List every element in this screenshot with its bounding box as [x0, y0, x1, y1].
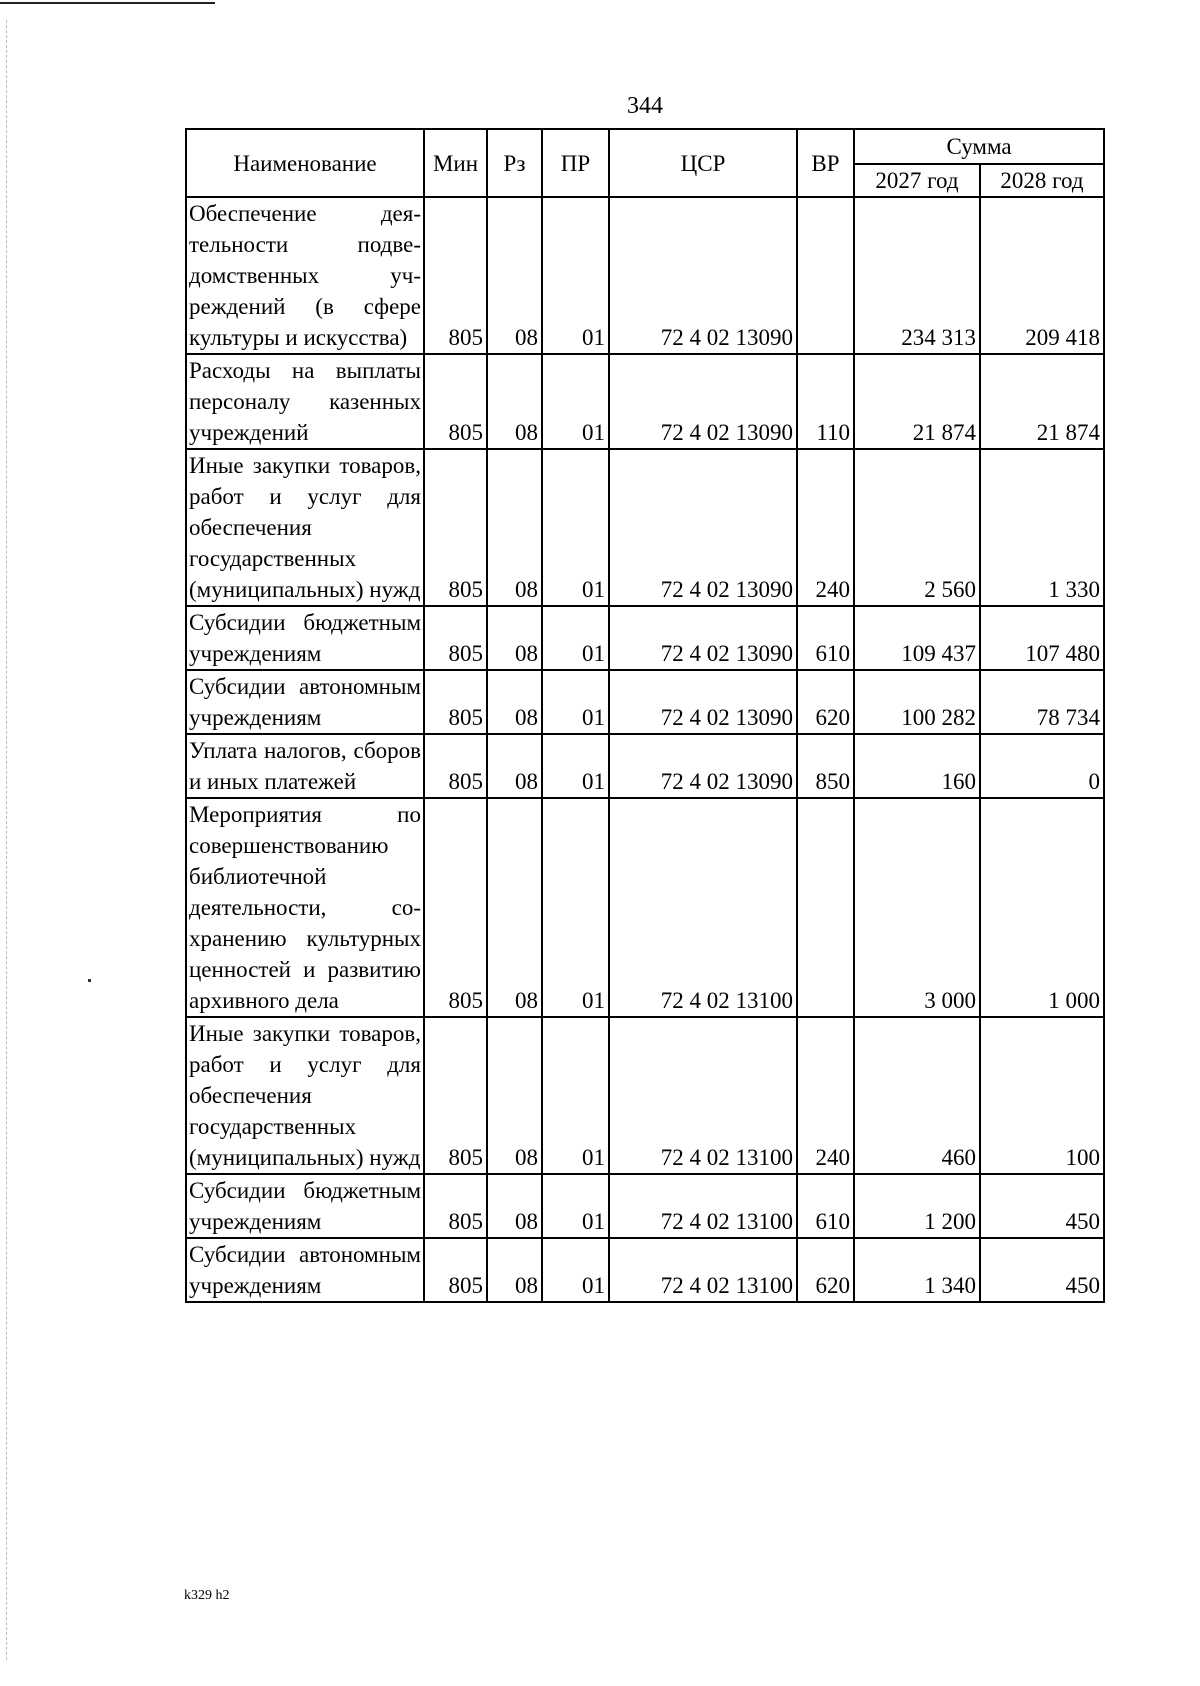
cell-sum-2028: 100	[980, 1017, 1104, 1174]
cell-rz: 08	[487, 606, 542, 670]
cell-min: 805	[424, 1017, 487, 1174]
cell-name: Субсидии бюджетным учреждениям	[186, 606, 424, 670]
cell-min: 805	[424, 1238, 487, 1302]
cell-sum-2028: 209 418	[980, 197, 1104, 354]
cell-sum-2027: 1 200	[854, 1174, 980, 1238]
header-sum: Сумма	[854, 129, 1104, 164]
table-row	[186, 734, 1104, 798]
header-min: Мин	[424, 129, 487, 197]
cell-sum-2027: 2 560	[854, 449, 980, 606]
cell-vr	[797, 798, 854, 1017]
page-number: 344	[627, 93, 663, 119]
cell-csr: 72 4 02 13100	[609, 1017, 797, 1174]
header-pr: ПР	[542, 129, 609, 197]
cell-csr: 72 4 02 13100	[609, 1238, 797, 1302]
header-year-2027: 2027 год	[854, 164, 980, 197]
table-row	[186, 1238, 1104, 1302]
cell-pr: 01	[542, 197, 609, 354]
cell-rz: 08	[487, 734, 542, 798]
cell-rz: 08	[487, 1174, 542, 1238]
table-row	[186, 798, 1104, 1017]
cell-pr: 01	[542, 1017, 609, 1174]
cell-pr: 01	[542, 734, 609, 798]
cell-csr: 72 4 02 13090	[609, 449, 797, 606]
cell-vr: 240	[797, 1017, 854, 1174]
cell-rz: 08	[487, 1017, 542, 1174]
cell-sum-2027: 1 340	[854, 1238, 980, 1302]
cell-vr: 850	[797, 734, 854, 798]
cell-rz: 08	[487, 197, 542, 354]
cell-name: Уплата налогов, сборов и иных платежей	[186, 734, 424, 798]
cell-vr: 620	[797, 670, 854, 734]
cell-min: 805	[424, 606, 487, 670]
cell-min: 805	[424, 798, 487, 1017]
cell-sum-2027: 21 874	[854, 354, 980, 449]
header-vr: ВР	[797, 129, 854, 197]
cell-pr: 01	[542, 1238, 609, 1302]
cell-pr: 01	[542, 606, 609, 670]
cell-sum-2028: 1 000	[980, 798, 1104, 1017]
table-row	[186, 449, 1104, 606]
cell-name: Иные закупки товаров, работ и услуг для обеспечения государственных (муниципальных) нужд	[186, 1017, 424, 1174]
scan-speck	[88, 979, 91, 982]
cell-csr: 72 4 02 13090	[609, 354, 797, 449]
cell-name: Субсидии бюджетным учреждениям	[186, 1174, 424, 1238]
cell-sum-2028: 0	[980, 734, 1104, 798]
header-csr: ЦСР	[609, 129, 797, 197]
cell-name: Иные закупки товаров, работ и услуг для обеспечения государственных (муниципальных) нужд	[186, 449, 424, 606]
cell-vr	[797, 197, 854, 354]
cell-sum-2028: 450	[980, 1238, 1104, 1302]
cell-pr: 01	[542, 1174, 609, 1238]
cell-pr: 01	[542, 670, 609, 734]
cell-name: Расходы на выплаты персоналу казенных учреждений	[186, 354, 424, 449]
cell-name: Обеспечение деятельности подведомственных учреждений (в сфере культуры и искусства)	[186, 197, 424, 354]
cell-csr: 72 4 02 13090	[609, 670, 797, 734]
cell-vr: 610	[797, 1174, 854, 1238]
cell-pr: 01	[542, 354, 609, 449]
cell-csr: 72 4 02 13100	[609, 798, 797, 1017]
cell-sum-2028: 107 480	[980, 606, 1104, 670]
scan-top-edge-line	[0, 2, 215, 4]
budget-table	[185, 128, 1105, 1303]
cell-rz: 08	[487, 670, 542, 734]
cell-rz: 08	[487, 798, 542, 1017]
cell-sum-2027: 3 000	[854, 798, 980, 1017]
cell-pr: 01	[542, 449, 609, 606]
scan-left-edge	[6, 20, 7, 1660]
header-year-2028: 2028 год	[980, 164, 1104, 197]
cell-min: 805	[424, 354, 487, 449]
cell-csr: 72 4 02 13100	[609, 1174, 797, 1238]
header-name: Наименование	[186, 129, 424, 197]
cell-min: 805	[424, 449, 487, 606]
cell-vr: 240	[797, 449, 854, 606]
cell-sum-2027: 160	[854, 734, 980, 798]
cell-rz: 08	[487, 1238, 542, 1302]
cell-name: Субсидии автономным учреждениям	[186, 670, 424, 734]
table-row	[186, 197, 1104, 354]
cell-sum-2027: 234 313	[854, 197, 980, 354]
cell-vr: 610	[797, 606, 854, 670]
table-row	[186, 606, 1104, 670]
table-body	[186, 197, 1104, 1302]
cell-min: 805	[424, 197, 487, 354]
cell-csr: 72 4 02 13090	[609, 734, 797, 798]
header-rz: Рз	[487, 129, 542, 197]
table-row	[186, 354, 1104, 449]
footer-code: k329 h2	[184, 1588, 230, 1603]
table-row	[186, 1017, 1104, 1174]
table-row	[186, 1174, 1104, 1238]
cell-sum-2028: 450	[980, 1174, 1104, 1238]
cell-rz: 08	[487, 354, 542, 449]
cell-vr: 110	[797, 354, 854, 449]
cell-name: Мероприятия по совершенствованию библиотечной деятельности, сохранению культурных ценностей и развитию архивного дела	[186, 798, 424, 1017]
cell-min: 805	[424, 734, 487, 798]
cell-min: 805	[424, 670, 487, 734]
cell-rz: 08	[487, 449, 542, 606]
cell-sum-2027: 460	[854, 1017, 980, 1174]
cell-sum-2027: 109 437	[854, 606, 980, 670]
cell-sum-2028: 1 330	[980, 449, 1104, 606]
cell-sum-2028: 21 874	[980, 354, 1104, 449]
cell-sum-2028: 78 734	[980, 670, 1104, 734]
table-row	[186, 670, 1104, 734]
cell-min: 805	[424, 1174, 487, 1238]
cell-pr: 01	[542, 798, 609, 1017]
cell-sum-2027: 100 282	[854, 670, 980, 734]
cell-csr: 72 4 02 13090	[609, 606, 797, 670]
cell-vr: 620	[797, 1238, 854, 1302]
cell-csr: 72 4 02 13090	[609, 197, 797, 354]
cell-name: Субсидии автономным учреждениям	[186, 1238, 424, 1302]
